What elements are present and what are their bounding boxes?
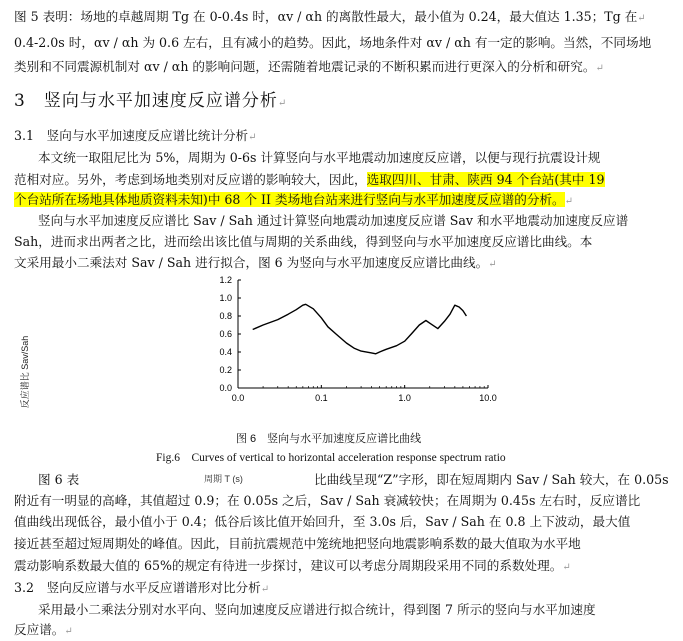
para31-line-3: 个台站所在场地具体地质资料未知)中 68 个 II 类场地台站来进行竖向与水平加速度反应谱的分析。↵: [14, 192, 574, 207]
x-tick-label: 10.0: [479, 393, 497, 403]
fig6-para-line-5: 震动影响系数最大值的 65%的规定有待进一步探讨，建议可以考虑分周期段采用不同的系数处理。↵: [14, 558, 571, 573]
fig6-para-line-1-right: 比曲线呈现“Z”字形，即在短周期内 Sav / Sah 较大，在 0.05s: [314, 472, 669, 487]
para32-line-3: 文采用最小二乘法对 Sav / Sah 进行拟合，图 6 为竖向与水平加速度反应谱比曲线。↵: [14, 255, 497, 270]
highlighted-text: 个台站所在场地具体地质资料未知)中 68 个 II 类场地台站来进行竖向与水平加速度反应谱的分析。: [14, 192, 565, 207]
section-3-1-heading: 3.1 竖向与水平加速度反应谱比统计分析↵: [14, 128, 257, 143]
para32-line-1: 竖向与水平加速度反应谱比 Sav / Sah 通过计算竖向地震动加速度反应谱 Sav 和水平地震动加速度反应谱: [38, 213, 629, 228]
x-tick-label: 1.0: [398, 393, 411, 403]
para31-line-2: 范相对应。另外，考虑到场地类别对反应谱的影响较大，因此，选取四川、甘肃、陕西 94 个台站(其中 19: [14, 172, 605, 187]
section-3-heading: 3 竖向与水平加速度反应谱分析↵: [14, 91, 288, 111]
para32-line-2: Sah，进而求出两者之比，进而绘出该比值与周期的关系曲线，得到竖向与水平加速度反应谱比曲线。本: [14, 234, 593, 249]
x-tick-label: 0.0: [231, 393, 245, 403]
x-axis-label: 周期 T (s): [204, 474, 243, 484]
spectrum-ratio-curve: [253, 304, 467, 354]
y-tick-label: 0.8: [219, 311, 232, 321]
figure-6-caption-en: Fig.6 Curves of vertical to horizontal acceleration response spectrum ratio: [156, 452, 506, 464]
figure-6-caption-cn: 图 6 竖向与水平加速度反应谱比曲线: [236, 433, 422, 445]
y-tick-label: 0.0: [219, 383, 232, 393]
para33-line-2: 反应谱。↵: [14, 622, 73, 637]
y-axis-label: 反应谱比 Sav/Sah: [20, 335, 30, 409]
y-tick-label: 0.6: [219, 329, 232, 339]
highlighted-text: 选取四川、甘肃、陕西 94 个台站(其中 19: [366, 172, 605, 187]
intro-line-2: 0.4-2.0s 时，αv / αh 为 0.6 左右，且有减小的趋势。因此，场地条件对 αv / αh 有一定的影响。当然，不同场地: [14, 35, 652, 50]
para33-line-1: 采用最小二乘法分别对水平向、竖向加速度反应谱进行拟合统计，得到图 7 所示的竖向与水平加速度: [38, 602, 596, 617]
section-3-2-heading: 3.2 竖向反应谱与水平反应谱谱形对比分析↵: [14, 580, 270, 595]
y-tick-label: 1.0: [219, 293, 232, 303]
intro-line-1: 图 5 表明：场地的卓越周期 Tg 在 0-0.4s 时，αv / αh 的离散性最大，最小值为 0.24，最大值达 1.35；Tg 在↵: [14, 9, 646, 24]
y-tick-label: 0.2: [219, 365, 232, 375]
y-tick-label: 1.2: [219, 275, 232, 285]
fig6-para-line-4: 接近甚至超过短周期处的峰值。因此，目前抗震规范中笼统地把竖向地震影响系数的最大值取为水平地: [14, 536, 581, 551]
fig6-para-line-3: 值曲线出现低谷，最小值小于 0.4；低谷后该比值开始回升，至 3.0s 后，Sav / Sah 在 0.8 上下波动，最大值: [14, 514, 631, 529]
fig6-para-line-1-left: 图 6 表: [38, 472, 80, 487]
spectrum-ratio-chart: [12, 272, 512, 432]
para31-line-1: 本文统一取阻尼比为 5%，周期为 0-6s 计算竖向与水平地震动加速度反应谱，以便与现行抗震设计规: [38, 150, 601, 165]
intro-line-3: 类别和不同震源机制对 αv / αh 的影响问题，还需随着地震记录的不断积累而进行更深入的分析和研究。↵: [14, 59, 604, 74]
x-tick-label: 0.1: [315, 393, 328, 403]
fig6-para-line-2: 附近有一明显的高峰，其值超过 0.9；在 0.05s 之后，Sav / Sah 衰减较快；在周期为 0.45s 左右时，反应谱比: [14, 493, 641, 508]
y-tick-label: 0.4: [219, 347, 232, 357]
